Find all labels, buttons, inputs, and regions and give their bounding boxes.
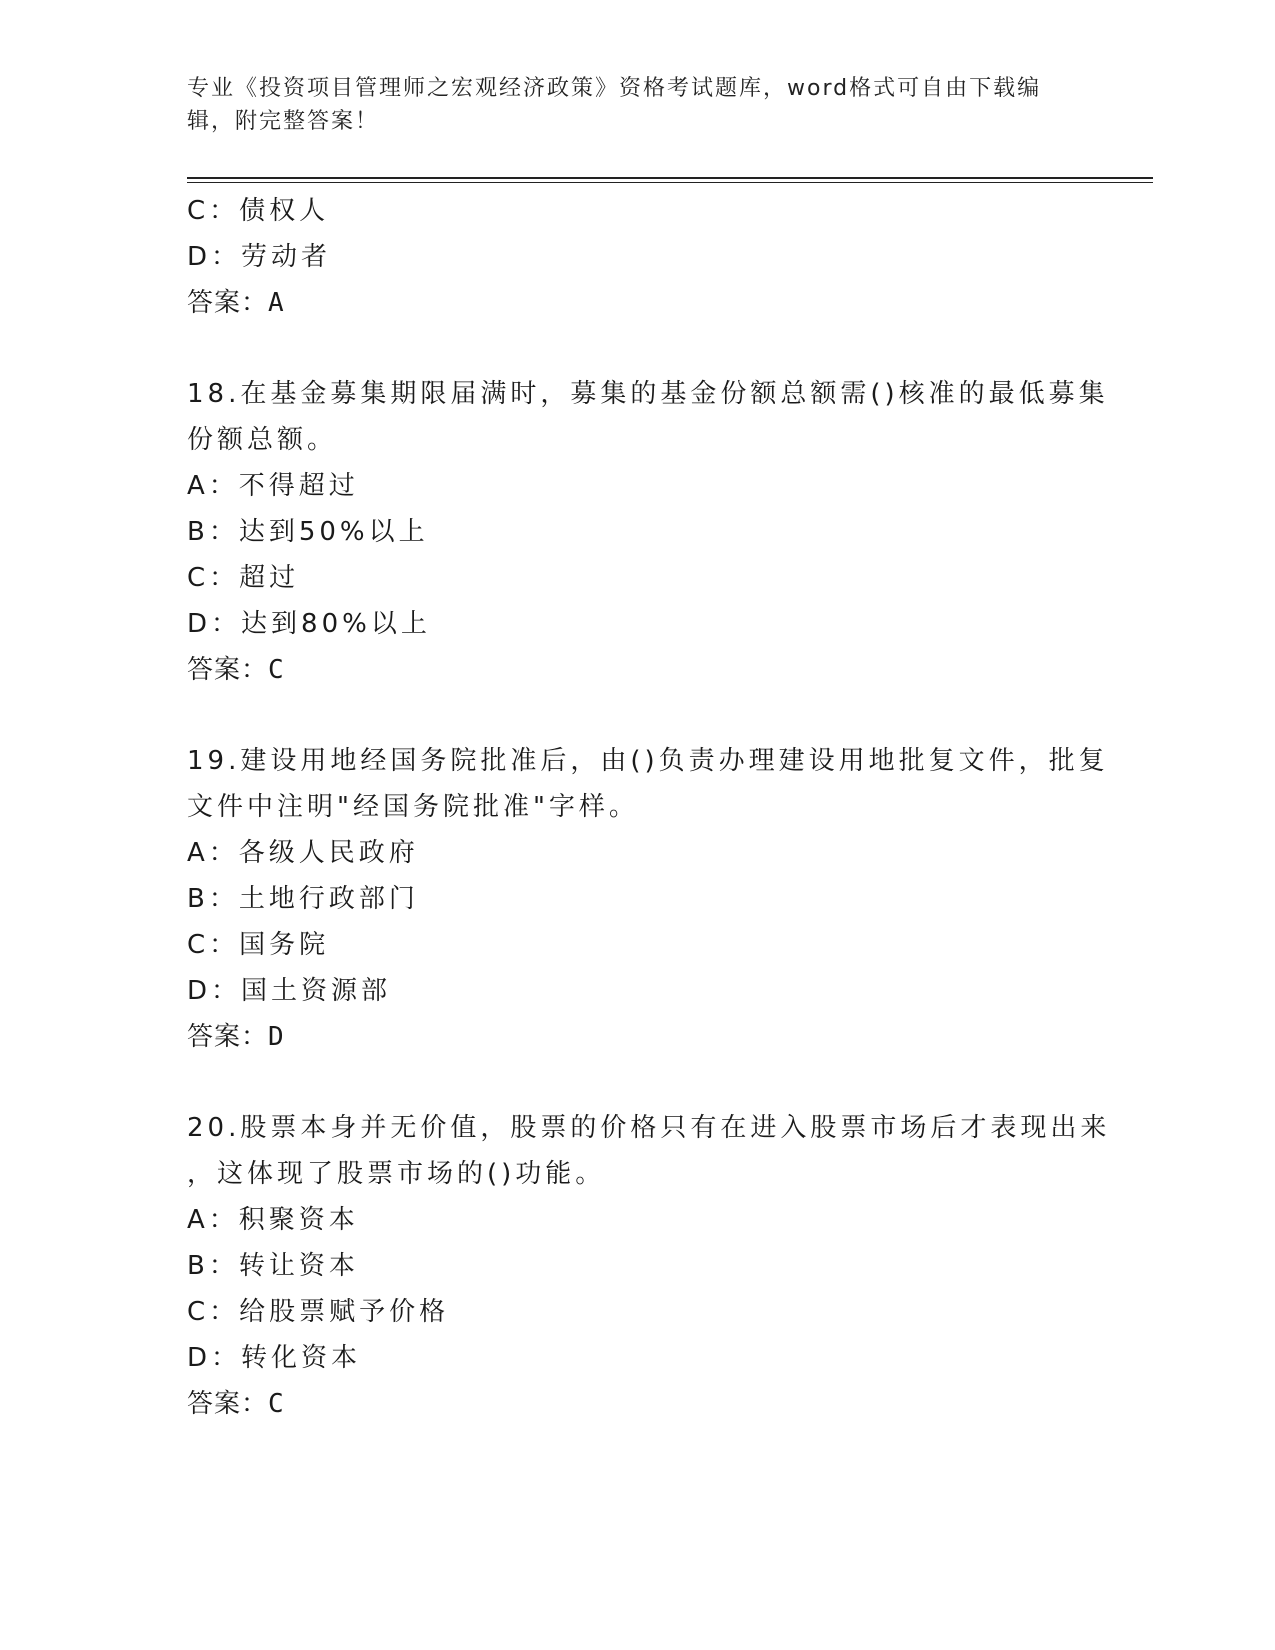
option-b: B：土地行政部门 bbox=[187, 884, 419, 914]
page-header bbox=[187, 72, 1087, 138]
option-a: A：积聚资本 bbox=[187, 1205, 359, 1235]
option-d: D：劳动者 bbox=[187, 242, 332, 272]
header-rule-thin bbox=[187, 182, 1153, 183]
question-18 bbox=[187, 371, 1109, 693]
option-d: D：国土资源部 bbox=[187, 976, 392, 1006]
option-c: C：给股票赋予价格 bbox=[187, 1297, 450, 1327]
option-a: A：各级人民政府 bbox=[187, 838, 419, 868]
question-stem-line-1: 19.建设用地经国务院批准后，由()负责办理建设用地批复文件，批复 bbox=[187, 746, 1109, 776]
question-stem-line-2: 文件中注明"经国务院批准"字样。 bbox=[187, 792, 639, 822]
option-c: C：超过 bbox=[187, 563, 300, 593]
option-d: D：达到80%以上 bbox=[187, 609, 431, 639]
option-b: B：转让资本 bbox=[187, 1251, 359, 1281]
question-stem-line-1: 20.股票本身并无价值，股票的价格只有在进入股票市场后才表现出来 bbox=[187, 1113, 1111, 1143]
option-c: C：国务院 bbox=[187, 930, 330, 960]
question-content bbox=[187, 188, 1111, 1427]
header-title: 专业《投资项目管理师之宏观经济政策》资格考试题库，word格式可自由下载编辑，附完整答案！ bbox=[187, 76, 1042, 134]
answer-line: 答案：A bbox=[187, 288, 286, 318]
header-rule-thick bbox=[187, 177, 1153, 179]
option-d: D：转化资本 bbox=[187, 1343, 362, 1373]
answer-line: 答案：C bbox=[187, 1389, 286, 1419]
question-stem-line-1: 18.在基金募集期限届满时，募集的基金份额总额需()核准的最低募集 bbox=[187, 379, 1109, 409]
answer-line: 答案：D bbox=[187, 1022, 286, 1052]
question-stem-line-2: ，这体现了股票市场的()功能。 bbox=[187, 1159, 606, 1189]
option-b: B：达到50%以上 bbox=[187, 517, 429, 547]
question-19 bbox=[187, 738, 1109, 1060]
question-20 bbox=[187, 1105, 1111, 1427]
option-a: A：不得超过 bbox=[187, 471, 359, 501]
question-stem-line-2: 份额总额。 bbox=[187, 425, 338, 455]
prev-question-block bbox=[187, 188, 1087, 326]
answer-line: 答案：C bbox=[187, 655, 286, 685]
option-c: C：债权人 bbox=[187, 196, 330, 226]
